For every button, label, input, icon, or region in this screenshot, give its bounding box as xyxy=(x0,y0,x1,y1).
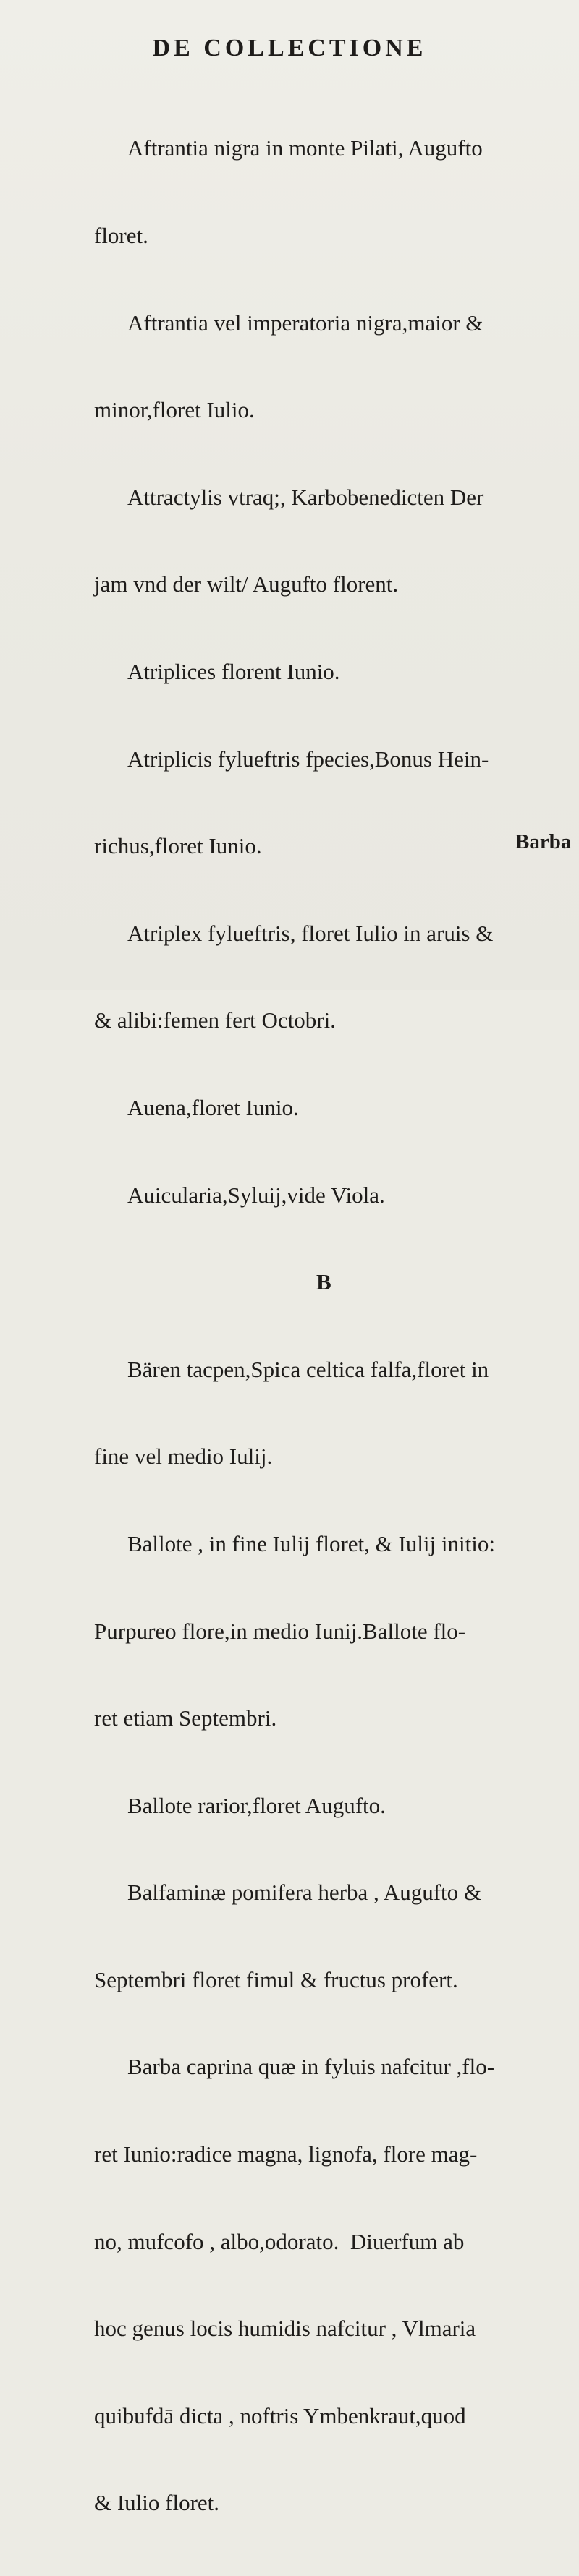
text-line: quibufdā dicta , noftris Ymbenkraut,quod xyxy=(94,2402,466,2428)
text-line: & alibi:femen fert Octobri. xyxy=(94,1007,336,1033)
text-line: Atriplices florent Iunio. xyxy=(127,658,340,684)
section-heading: B xyxy=(316,1269,331,1295)
text-line: hoc genus locis humidis nafcitur , Vlmaria xyxy=(94,2316,476,2342)
text-line: Auicularia,Syluij,vide Viola. xyxy=(127,1182,385,1208)
text-line: Aftrantia vel imperatoria nigra,maior & xyxy=(127,310,483,336)
text-line: fine vel medio Iulij. xyxy=(94,1443,273,1470)
text-line: Ballote rarior,floret Augufto. xyxy=(127,1792,386,1818)
text-line: ret Iunio:radice magna, lignofa, flore mag- xyxy=(94,2141,478,2167)
text-line: Bären tacpen,Spica celtica falfa,floret in xyxy=(127,1356,489,1382)
text-line: Septembri floret fimul & fructus profert. xyxy=(94,1966,458,1992)
text-line: ret etiam Septembri. xyxy=(94,1705,277,1731)
text-line: Atriplex fylueftris, floret Iulio in aruis & xyxy=(127,920,494,946)
text-line: Barba caprina quæ in fyluis nafcitur ,flo- xyxy=(127,2054,495,2080)
text-line: Purpureo flore,in medio Iunij.Ballote flo- xyxy=(94,1618,466,1644)
running-header: DE COLLECTIONE xyxy=(152,35,427,61)
text-line: Balfaminæ pomifera herba , Augufto & xyxy=(127,1880,481,1906)
text-line: Ballote , in fine Iulij floret, & Iulij initio: xyxy=(127,1530,495,1556)
body-text xyxy=(94,76,572,2576)
catchword: Barba xyxy=(515,830,572,853)
text-line: Aftrantia nigra in monte Pilati, Augufto xyxy=(127,135,483,161)
text-line: minor,floret Iulio. xyxy=(94,397,255,423)
text-line: & Iulio floret. xyxy=(94,2490,220,2516)
text-line: Attractylis vtraq;, Karbobenedicten Der xyxy=(127,484,484,510)
text-line: richus,floret Iunio. xyxy=(94,833,262,859)
text-line: Atriplicis fylueftris fpecies,Bonus Hein- xyxy=(127,746,489,772)
text-line: jam vnd der wilt/ Augufto florent. xyxy=(94,571,399,597)
text-line: no, mufcofo , albo,odorato. Diuerfum ab xyxy=(94,2228,465,2254)
text-line: floret. xyxy=(94,223,148,248)
text-line: Auena,floret Iunio. xyxy=(127,1094,299,1120)
